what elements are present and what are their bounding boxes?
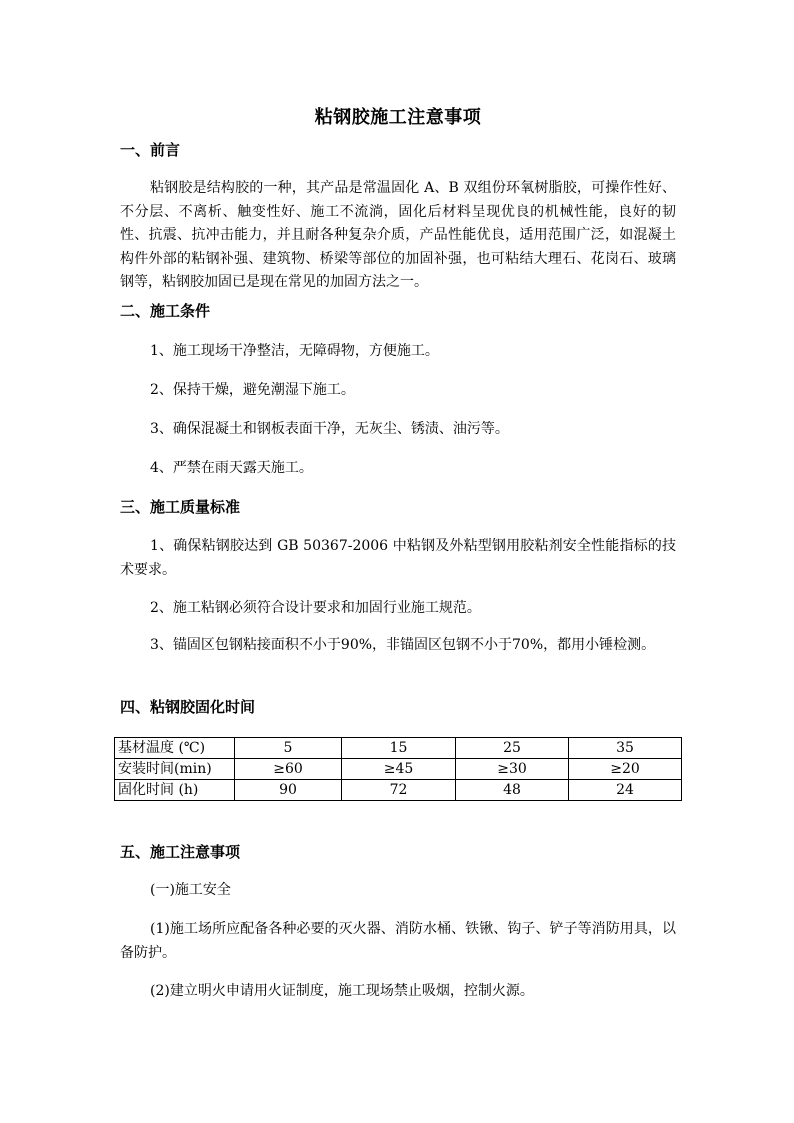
table-cell: 固化时间 (h) (115, 780, 235, 801)
quality-item: 2、施工粘钢必须符合设计要求和加固行业施工规范。 (150, 600, 481, 616)
precautions-item: (1)施工场所应配备各种必要的灭火器、消防水桶、铁锹、钩子、铲子等消防用具，以备防护。 (120, 921, 676, 961)
table-cell: 90 (235, 780, 342, 801)
table-cell: 48 (456, 780, 569, 801)
table-cell: ≥30 (456, 759, 569, 780)
table-cell: 24 (569, 780, 682, 801)
conditions-item: 4、严禁在雨天露天施工。 (150, 460, 313, 476)
table-cell: 基材温度 (℃) (115, 738, 235, 759)
table-cell: ≥45 (342, 759, 456, 780)
table-cell: 5 (235, 738, 342, 759)
quality-item: 1、确保粘钢胶达到 GB 50367-2006 中粘钢及外粘型钢用胶粘剂安全性能指标的技术要求。 (120, 538, 676, 578)
conditions-item: 3、确保混凝土和钢板表面干净，无灰尘、锈渍、油污等。 (150, 421, 509, 437)
precautions-item: (2)建立明火申请用火证制度，施工现场禁止吸烟，控制火源。 (150, 983, 534, 999)
preface-paragraph: 粘钢胶是结构胶的一种，其产品是常温固化 A、B 双组份环氧树脂胶，可操作性好、不分层、不离析、触变性好、施工不流淌，固化后材料呈现优良的机械性能，良好的韧性、抗震、抗冲击能力，并且耐各种复杂介质，产品性能优良，适用范围广泛，如混凝土构件外部的粘钢补强、建筑物、桥梁等部位的加固补强，也可粘结大理石、花岗石、玻璃钢等，粘钢胶加固已是现在常见的加固方法之一。 (120, 180, 676, 291)
section-heading-preface: 一、前言 (120, 141, 181, 159)
table-cell: 15 (342, 738, 456, 759)
section-heading-conditions: 二、施工条件 (120, 302, 211, 320)
section-heading-curing-time: 四、粘钢胶固化时间 (120, 698, 256, 716)
table-cell: 安装时间(min) (115, 759, 235, 780)
table-row (115, 759, 682, 780)
section-heading-precautions: 五、施工注意事项 (120, 843, 241, 861)
table-cell: 72 (342, 780, 456, 801)
table-cell: ≥60 (235, 759, 342, 780)
precautions-subheading: (一)施工安全 (150, 882, 231, 898)
table-row (115, 738, 682, 759)
table-cell: 35 (569, 738, 682, 759)
conditions-item: 2、保持干燥，避免潮湿下施工。 (150, 382, 355, 398)
curing-time-table (114, 737, 682, 801)
table-cell: ≥20 (569, 759, 682, 780)
conditions-item: 1、施工现场干净整洁，无障碍物，方便施工。 (150, 343, 439, 359)
table-row (115, 780, 682, 801)
document-title: 粘钢胶施工注意事项 (314, 107, 482, 128)
section-heading-quality: 三、施工质量标准 (120, 498, 241, 516)
quality-item: 3、锚固区包钢粘接面积不小于90%，非锚固区包钢不小于70%，都用小锤检测。 (150, 637, 656, 653)
table-cell: 25 (456, 738, 569, 759)
